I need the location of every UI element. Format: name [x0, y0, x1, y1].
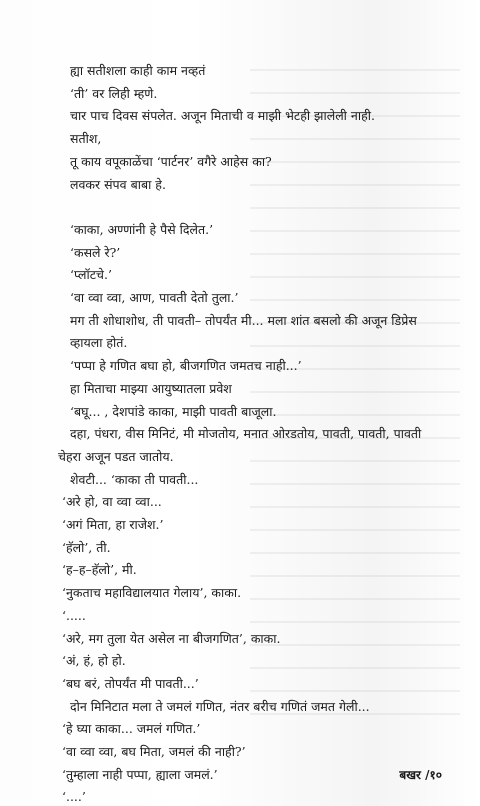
text-line: तू काय वपूकाळेंचा ‘पार्टनर’ वगैरे आहेस का?: [70, 153, 272, 169]
text-line: व्हायला होतं.: [70, 335, 128, 351]
page-number: /१०: [425, 768, 442, 782]
text-line: ‘वा व्वा व्वा, बघ मिता, जमलं की नाही?’: [62, 744, 246, 760]
text-line: ‘.....: [62, 607, 86, 623]
text-line: ‘ती’ वर लिही म्हणे.: [70, 85, 158, 101]
book-title: बखर: [399, 768, 421, 782]
text-line: ‘तुम्हाला नाही पप्पा, ह्याला जमलं.’: [62, 766, 218, 782]
text-line: ‘बघू... , देशपांडे काका, माझी पावती बाजूला.: [70, 403, 277, 419]
text-line: ‘अं, हं, हो हो.: [62, 653, 126, 669]
text-line: ‘पप्पा हे गणित बघा हो, बीजगणित जमतच नाही...’: [70, 358, 302, 374]
text-line: ‘....’: [62, 789, 86, 805]
text-line: शेवटी... ‘काका ती पावती...: [70, 471, 199, 487]
text-line: ‘अरे, मग तुला येत असेल ना बीजगणित’, काका.: [62, 630, 281, 646]
blank-line: [58, 196, 464, 219]
text-line: ‘कसले रे?’: [70, 244, 121, 260]
text-line: सतीश,: [70, 131, 102, 147]
text-line: ‘नुकताच महाविद्यालयात गेलाय’, काका.: [62, 585, 242, 601]
text-line: ‘प्लॉटचे.’: [70, 267, 112, 283]
text-line: ‘हॅलो’, ती.: [62, 539, 111, 555]
text-line: ‘अगं मिता, हा राजेश.’: [62, 517, 164, 533]
text-line: लवकर संपव बाबा हे.: [70, 176, 166, 192]
text-line: चार पाच दिवस संपलेत. अजून मिताची व माझी भेटही झालेली नाही.: [70, 108, 375, 124]
page-footer: [399, 766, 442, 783]
text-line: ह्या सतीशला काही काम नव्हतं: [70, 63, 206, 78]
text-line: दोन मिनिटात मला ते जमलं गणित, नंतर बरीच गणितं जमत गेली...: [70, 698, 370, 714]
text-line: दहा, पंधरा, वीस मिनिटं, मी मोजतोय, मनात ओरडतोय, पावती, पावती, पावती: [70, 426, 422, 442]
text-line: ‘काका, अण्णांनी हे पैसे दिलेत.’: [70, 221, 214, 237]
text-line: ‘ह–ह–हॅलो’, मी.: [62, 562, 137, 578]
text-line: ‘अरे हो, वा व्वा व्वा...: [62, 494, 162, 510]
text-line: ‘बघ बरं, तोपर्यंत मी पावती...’: [62, 675, 199, 691]
text-line: चेहरा अजून पडत जातोय.: [58, 448, 174, 464]
text-line: ‘हे घ्या काका... जमलं गणित.’: [62, 721, 201, 737]
text-line: हा मिताचा माझ्या आयुष्यातला प्रवेश: [70, 380, 232, 396]
text-line: मग ती शोधाशोध, ती पावती– तोपर्यंत मी... मला शांत बसलो की अजून डिप्रेस: [70, 312, 417, 328]
page-body-text: [58, 60, 464, 806]
text-line: ‘वा व्वा व्वा, आण, पावती देतो तुला.’: [70, 290, 239, 306]
